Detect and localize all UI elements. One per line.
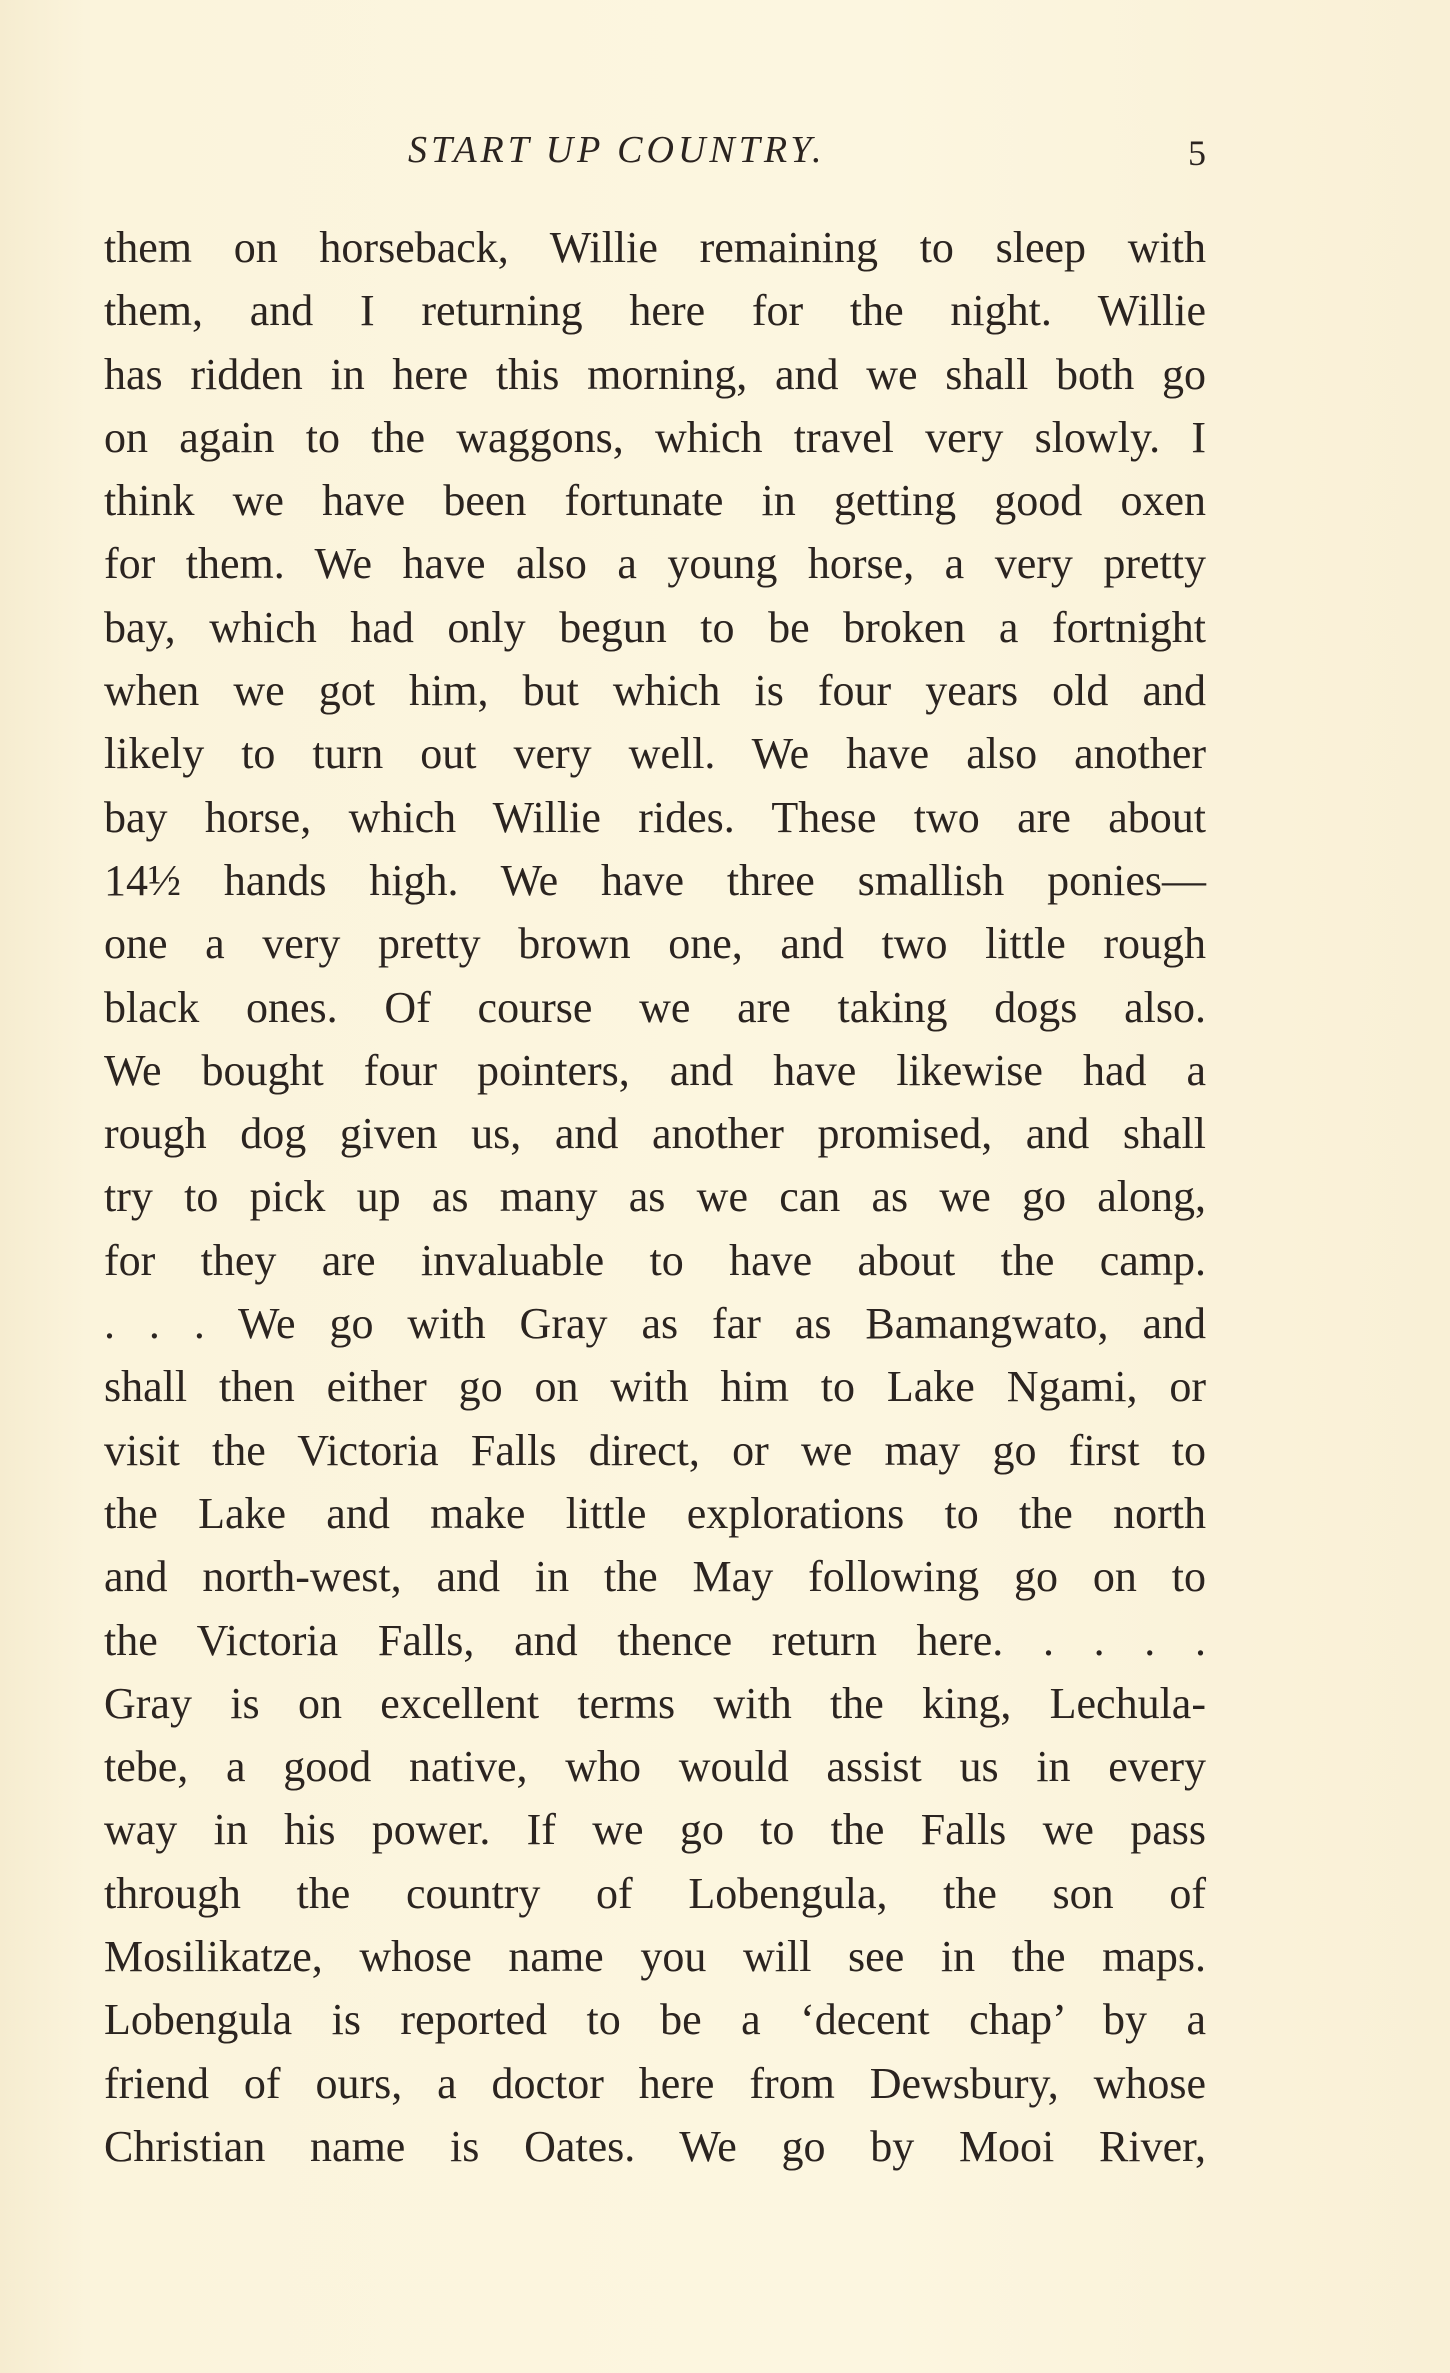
text-line: bay horse, which Willie rides. These two are about (104, 792, 1206, 842)
text-line: has ridden in here this morning, and we shall both go (104, 349, 1206, 399)
text-line: 14½ hands high. We have three smallish ponies— (104, 855, 1206, 905)
text-line: through the country of Lobengula, the son of (104, 1868, 1206, 1918)
text-line: black ones. Of course we are taking dogs also. (104, 982, 1206, 1032)
text-line: bay, which had only begun to be broken a fortnight (104, 602, 1206, 652)
text-line: them, and I returning here for the night. Willie (104, 286, 1206, 336)
text-line: Christian name is Oates. We go by Mooi River, (104, 2121, 1206, 2171)
text-line: Mosilikatze, whose name you will see in the maps. (104, 1932, 1206, 1982)
text-line: . . . We go with Gray as far as Bamangwato, and (104, 1299, 1206, 1349)
text-line: on again to the waggons, which travel very slowly. I (104, 412, 1206, 462)
text-line: one a very pretty brown one, and two little rough (104, 919, 1206, 969)
running-head (0, 128, 1450, 188)
text-line: shall then either go on with him to Lake Ngami, or (104, 1362, 1206, 1412)
text-line: visit the Victoria Falls direct, or we may go first to (104, 1425, 1206, 1475)
text-line: likely to turn out very well. We have also another (104, 729, 1206, 779)
text-line: them on horseback, Willie remaining to sleep with (104, 223, 1206, 272)
text-line: the Victoria Falls, and thence return here. . . . . (104, 1615, 1206, 1665)
text-line: Gray is on excellent terms with the king, Lechula- (104, 1678, 1206, 1728)
body-text (104, 216, 1206, 2178)
text-line: when we got him, but which is four years old and (104, 666, 1206, 716)
text-line: and north-west, and in the May following go on to (104, 1552, 1206, 1602)
text-line: Lobengula is reported to be a ‘decent chap’ by a (104, 1995, 1206, 2045)
text-line: think we have been fortunate in getting good oxen (104, 476, 1206, 526)
text-line: tebe, a good native, who would assist us in every (104, 1742, 1206, 1792)
text-line: rough dog given us, and another promised, and shall (104, 1109, 1206, 1159)
text-line: friend of ours, a doctor here from Dewsbury, whose (104, 2058, 1206, 2108)
text-line: for they are invaluable to have about the camp. (104, 1235, 1206, 1285)
page-number: 5 (1188, 133, 1206, 173)
running-title: START UP COUNTRY. (408, 129, 826, 171)
text-line: try to pick up as many as we can as we go along, (104, 1172, 1206, 1222)
text-line: for them. We have also a young horse, a very pretty (104, 539, 1206, 589)
text-line: way in his power. If we go to the Falls we pass (104, 1805, 1206, 1855)
text-line: the Lake and make little explorations to the north (104, 1488, 1206, 1538)
text-line: We bought four pointers, and have likewise had a (104, 1045, 1206, 1095)
